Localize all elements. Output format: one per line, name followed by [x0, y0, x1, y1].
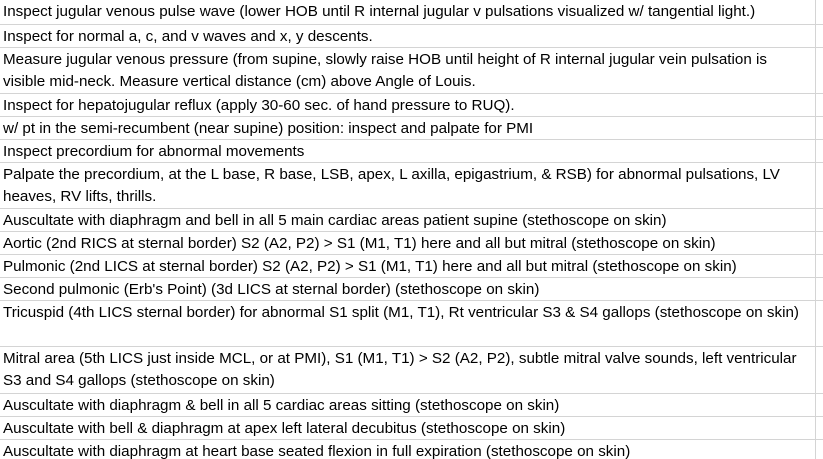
table-row[interactable] — [0, 25, 823, 48]
cell-text: Second pulmonic (Erb's Point) (3d LICS at sternal border) (stethoscope on skin) — [3, 281, 540, 298]
cell-text: Aortic (2nd RICS at sternal border) S2 (A2, P2) > S1 (M1, T1) here and all but mitral (stethoscope on skin) — [3, 235, 716, 252]
table-row[interactable] — [0, 48, 823, 94]
cell-text: Auscultate with diaphragm at heart base seated flexion in full expiration (stethoscope on skin) — [3, 443, 631, 459]
cell-text: Tricuspid (4th LICS sternal border) for abnormal S1 split (M1, T1), Rt ventricular S3 & S4 gallops (stethoscope on skin) — [3, 304, 799, 321]
table-row[interactable] — [0, 301, 823, 347]
cell-text: w/ pt in the semi-recumbent (near supine) position: inspect and palpate for PMI — [3, 120, 534, 137]
table-row[interactable] — [0, 117, 823, 140]
cell-text: Palpate the precordium, at the L base, R base, LSB, apex, L axilla, epigastrium, & RSB) for abnormal pulsations, LV heaves, RV lifts, thrills. — [3, 166, 780, 205]
table-row[interactable] — [0, 140, 823, 163]
cell-text: Mitral area (5th LICS just inside MCL, or at PMI), S1 (M1, T1) > S2 (A2, P2), subtle mitral valve sounds, left ventricular S3 and S4 gallops (stethoscope on skin) — [3, 350, 797, 389]
table-row[interactable] — [0, 278, 823, 301]
table-row[interactable] — [0, 255, 823, 278]
cell-text: Measure jugular venous pressure (from supine, slowly raise HOB until height of R internal jugular vein pulsation is visible mid-neck. Measure vertical distance (cm) above Angle of Louis. — [3, 51, 767, 90]
cell-text: Auscultate with diaphragm & bell in all 5 cardiac areas sitting (stethoscope on skin) — [3, 397, 560, 414]
cell-text: Inspect jugular venous pulse wave (lower HOB until R internal jugular v pulsations visualized w/ tangential light.) — [3, 3, 756, 20]
table-row[interactable] — [0, 209, 823, 232]
cell-text: Inspect for hepatojugular reflux (apply 30-60 sec. of hand pressure to RUQ). — [3, 97, 515, 114]
cell-text: Pulmonic (2nd LICS at sternal border) S2 (A2, P2) > S1 (M1, T1) here and all but mitral (stethoscope on skin) — [3, 258, 737, 275]
table-row[interactable] — [0, 163, 823, 209]
table-row[interactable] — [0, 0, 823, 25]
table-row[interactable] — [0, 394, 823, 417]
cell-text: Inspect precordium for abnormal movements — [3, 143, 305, 160]
table-row[interactable] — [0, 94, 823, 117]
cell-text: Inspect for normal a, c, and v waves and x, y descents. — [3, 28, 373, 45]
table-row[interactable] — [0, 347, 823, 394]
cell-text: Auscultate with bell & diaphragm at apex left lateral decubitus (stethoscope on skin) — [3, 420, 566, 437]
table-row[interactable] — [0, 440, 823, 459]
table-row[interactable] — [0, 232, 823, 255]
cell-text: Auscultate with diaphragm and bell in all 5 main cardiac areas patient supine (stethoscope on skin) — [3, 212, 667, 229]
table-row[interactable] — [0, 417, 823, 440]
